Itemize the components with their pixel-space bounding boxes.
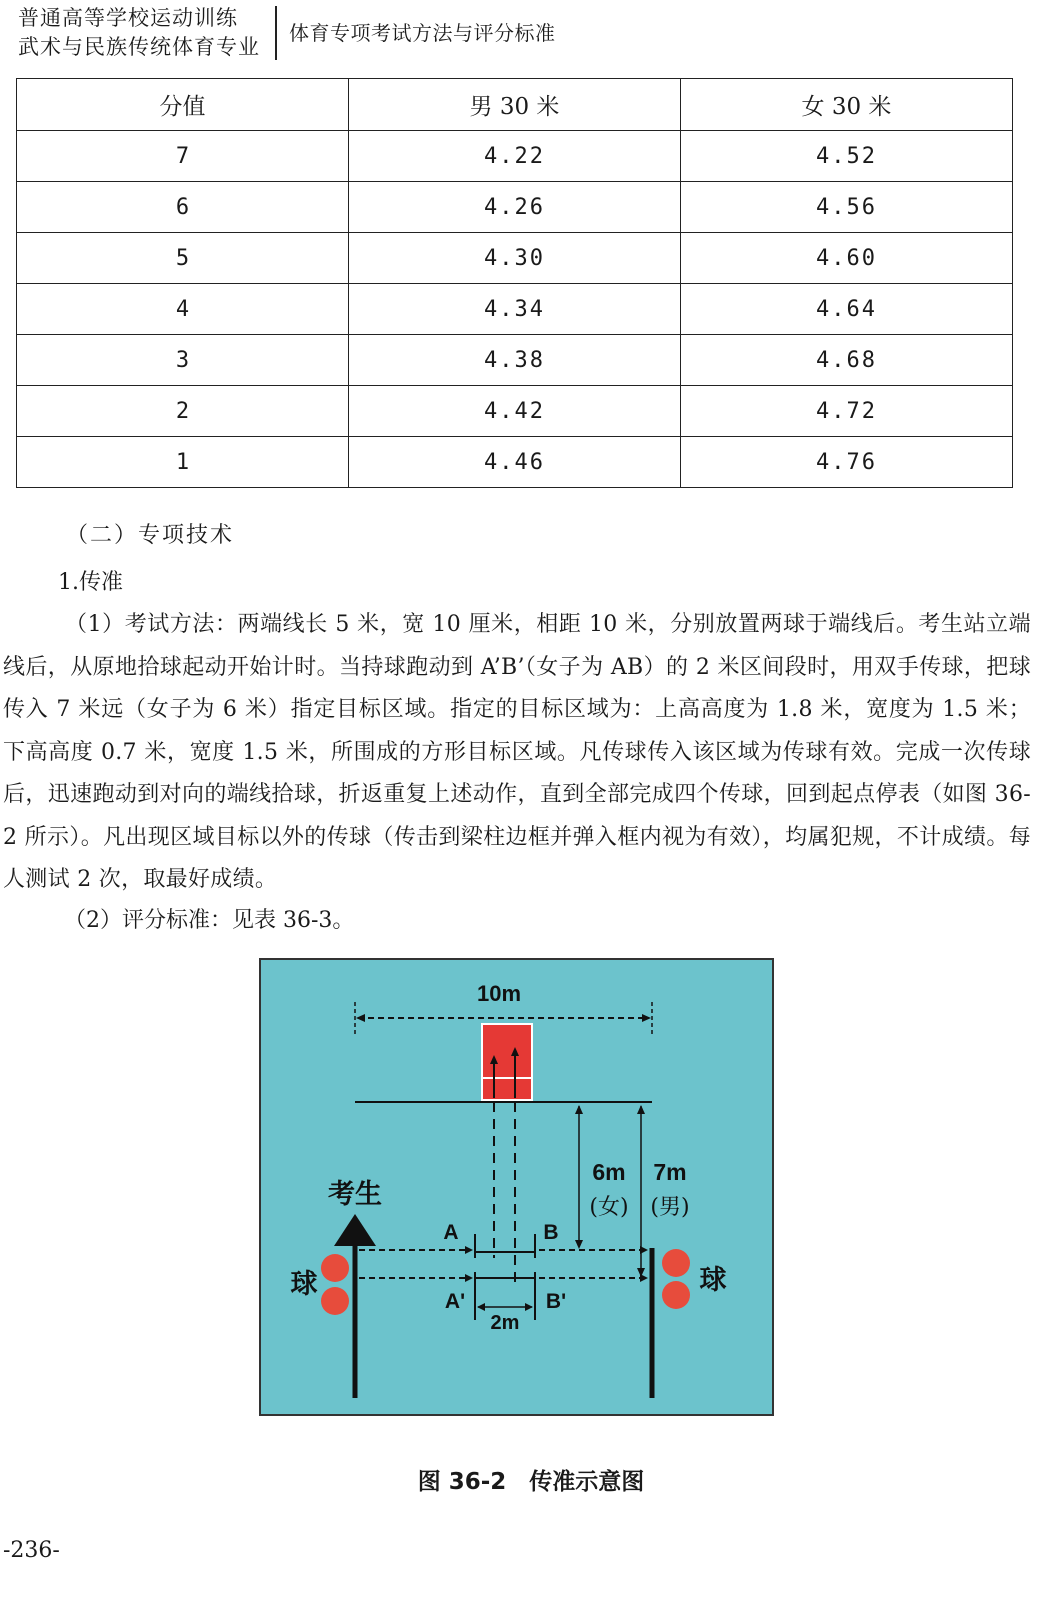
table-cell: 4.64 <box>681 284 1013 335</box>
label-6m-note: (女) <box>589 1195 629 1220</box>
label-A-prime: A' <box>444 1290 466 1313</box>
paragraph-method: （1）考试方法：两端线长 5 米，宽 10 厘米，相距 10 米，分别放置两球于端线后。考生站立端线后，从原地拾球起动开始计时。当持球跑动到 A’B’（女子为 AB）的 2 米区间段时，用双手传球，把球传入 7 米远（女子为 6 米）指定目标区域。指定的目标区域为：上高高度为 1.8 米，宽度为 1.5 米；下高高度 0.7 米，宽度 1.5 米，所围成的方形目标区域。凡传球传入该区域为传球有效。完成一次传球后，迅速跑动到对向的端线拾球，折返重复上述动作，直到全部完成四个传球，回到起点停表（如图 36-2 所示）。凡出现区域目标以外的传球（传击到梁柱边框并弹入框内视为有效），均属犯规，不计成绩。每人测试 2 次，取最好成绩。 <box>3 612 1031 892</box>
table-cell: 4.52 <box>681 131 1013 182</box>
table-cell: 4.46 <box>349 437 681 488</box>
table-cell: 4.60 <box>681 233 1013 284</box>
table-row <box>17 131 1013 182</box>
ball-left-upper <box>321 1254 349 1282</box>
score-table <box>16 78 1013 488</box>
table-row <box>17 437 1013 488</box>
table-cell: 4.76 <box>681 437 1013 488</box>
header-cell: 男 30 米 <box>349 79 681 131</box>
item-title: 1.传准 <box>58 570 123 595</box>
label-A: A <box>443 1221 459 1244</box>
table-cell: 4.26 <box>349 182 681 233</box>
ball-right-upper <box>662 1249 690 1277</box>
label-7m: 7m <box>653 1159 687 1185</box>
table-row <box>17 233 1013 284</box>
header-left-line1: 普通高等学校运动训练 <box>18 6 238 30</box>
header-left <box>18 4 268 62</box>
table-cell: 4.30 <box>349 233 681 284</box>
table-cell: 2 <box>17 386 349 437</box>
table-cell: 4.38 <box>349 335 681 386</box>
section-title: （二）专项技术 <box>66 523 235 548</box>
ball-right-lower <box>662 1281 690 1309</box>
header-cell: 女 30 米 <box>681 79 1013 131</box>
table-row <box>17 284 1013 335</box>
table-cell: 1 <box>17 437 349 488</box>
table-cell: 6 <box>17 182 349 233</box>
header-divider <box>275 6 277 60</box>
label-B-prime: B' <box>545 1290 567 1313</box>
label-ball-left: 球 <box>290 1269 318 1300</box>
table-cell: 4.56 <box>681 182 1013 233</box>
table-cell: 4.68 <box>681 335 1013 386</box>
table-cell: 4.22 <box>349 131 681 182</box>
table-cell: 3 <box>17 335 349 386</box>
pass-accuracy-diagram <box>259 958 774 1416</box>
label-10m: 10m <box>476 981 522 1006</box>
label-6m: 6m <box>592 1159 626 1185</box>
label-ball-right: 球 <box>699 1265 727 1296</box>
paragraph-scoring: （2）评分标准：见表 36-3。 <box>64 908 355 933</box>
label-2m: 2m <box>490 1312 520 1334</box>
target-zone <box>482 1024 532 1100</box>
header-cell: 分值 <box>17 79 349 131</box>
figure-caption: 图 36-2 传准示意图 <box>417 1469 645 1495</box>
table-cell: 4 <box>17 284 349 335</box>
ball-left-lower <box>321 1287 349 1315</box>
label-7m-note: (男) <box>650 1195 690 1220</box>
table-row <box>17 335 1013 386</box>
table-header-row <box>17 79 1013 131</box>
table-cell: 5 <box>17 233 349 284</box>
table-cell: 4.34 <box>349 284 681 335</box>
label-B: B <box>543 1221 559 1244</box>
table-row <box>17 182 1013 233</box>
table-cell: 4.72 <box>681 386 1013 437</box>
label-examinee: 考生 <box>328 1179 382 1210</box>
table-row <box>17 386 1013 437</box>
header-left-line2: 武术与民族传统体育专业 <box>18 35 260 59</box>
table-cell: 7 <box>17 131 349 182</box>
page-number: -236- <box>3 1538 60 1563</box>
header-right: 体育专项考试方法与评分标准 <box>289 21 556 45</box>
table-cell: 4.42 <box>349 386 681 437</box>
